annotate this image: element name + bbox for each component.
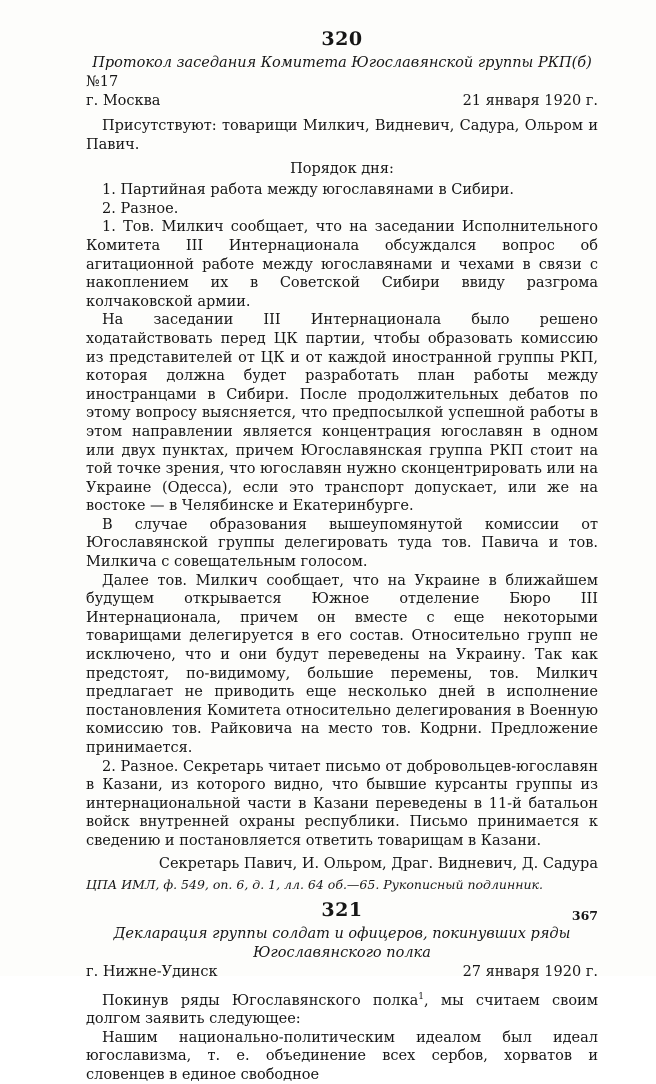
paragraph: Нашим национально-политическим идеалом был идеал югославизма, т. е. объединение всех сербов, хорватов и словенцев в единое свободное bbox=[86, 1029, 598, 1083]
footnote-mark: 1 bbox=[418, 991, 424, 1002]
document-number: 320 bbox=[321, 28, 363, 50]
signatures: Секретарь Павич, И. Ольром, Драг. Видневич, Д. Садура bbox=[158, 855, 598, 872]
attendees: Присутствуют: товарищи Милкич, Видневич, Садура, Ольром и Павич. bbox=[86, 118, 598, 153]
paragraph-text: , мы считаем своим долгом заявить следующее: bbox=[86, 992, 598, 1027]
paragraph: В случае образования вышеупомянутой комиссии от Югославянской группы делегировать туда тов. Павича и тов. Милкича с совещательным голосом. bbox=[86, 516, 598, 571]
document-title-line: Югославянского полка bbox=[253, 944, 431, 961]
place: г. Нижне-Удинск bbox=[86, 963, 218, 980]
document-title: Протокол заседания Комитета Югославянской группы РКП(б) bbox=[92, 55, 592, 71]
archival-source: ЦПА ИМЛ, ф. 549, оп. 6, д. 1, лл. 64 об.—65. Рукописный подлинник. bbox=[86, 876, 543, 892]
paragraph: 2. Разное. Секретарь читает письмо от добровольцев-югославян в Казани, из которого видно, что бывшие курсанты группы из интернациональной части в Казани переведены в 11-й батальон войск внутренней охраны республики. Письмо принимается к сведению и постановляется ответить товарищам в Казани. bbox=[86, 758, 598, 849]
page-number: 367 bbox=[571, 908, 598, 923]
agenda-heading: Порядок дня: bbox=[290, 161, 394, 178]
paragraph bbox=[86, 988, 598, 1029]
document-title-line: Декларация группы солдат и офицеров, покинувших ряды bbox=[113, 925, 571, 942]
protocol-number: №17 bbox=[86, 74, 119, 90]
date: 21 января 1920 г. bbox=[462, 93, 598, 109]
paragraph: Далее тов. Милкич сообщает, что на Украине в ближайшем будущем открывается Южное отделение Бюро III Интернационала, причем он вместе с еще некоторыми товарищами делегируется в его состав. Относительно групп не исключено, что и они будут переведены на Украину. Так как предстоят, по-видимому, большие перемены, тов. Милкич предлагает не приводить еще несколько дней в исполнение постановления Комитета относительно делегирования в Военную комиссию тов. Райковича на место тов. Кодрни. Предложение принимается. bbox=[86, 572, 598, 756]
place-date-line bbox=[86, 92, 598, 111]
document-number: 321 bbox=[321, 898, 363, 921]
paragraph: 1. Тов. Милкич сообщает, что на заседании Исполнительного Комитета III Интернационала обсуждался вопрос об агитационной работе между югославянами и чехами в связи с накоплением их в Советской Сибири ввиду разгрома колчаковской армии. bbox=[86, 219, 598, 310]
place: г. Москва bbox=[86, 93, 161, 109]
agenda-item: 2. Разное. bbox=[102, 200, 179, 217]
date: 27 января 1920 г. bbox=[462, 963, 598, 980]
place-date-line bbox=[86, 963, 598, 982]
agenda-item: 1. Партийная работа между югославянами в Сибири. bbox=[102, 182, 514, 199]
paragraph: На заседании III Интернационала было решено ходатайствовать перед ЦК партии, чтобы образовать комиссию из представителей от ЦК и от каждой иностранной группы РКП, которая должна будет разработать план работы между иностранцами в Сибири. После продолжительных дебатов по этому вопросу выясняется, что предпосылкой успешной работы в этом направлении является концентрация югославян в одном или двух пунктах, причем Югославянская группа РКП стоит на той точке зрения, что югославян нужно сконцентрировать или на Украине (Одесса), если это транспорт допускает, или же на востоке — в Челябинске и Екатеринбурге. bbox=[86, 312, 598, 515]
paragraph-text: Покинув ряды Югославянского полка bbox=[102, 992, 419, 1009]
